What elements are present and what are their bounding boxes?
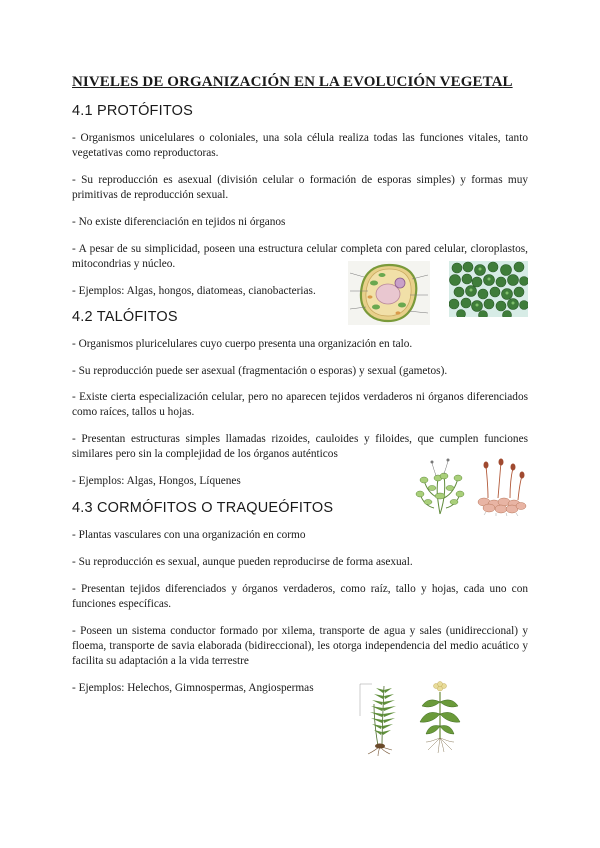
- paragraph: - Presentan estructuras simples llamadas rizoides, cauloides y filoides, que cumplen funciones similares pero sin la complejidad de los órganos auténticos: [72, 433, 528, 460]
- moss-illustration: [474, 458, 528, 516]
- paragraph: - Existe cierta especialización celular, pero no aparecen tejidos verdaderos ni órganos diferenciados como raíces, tallos u hojas.: [72, 391, 528, 418]
- section-heading-talofitos: 4.2 TALÓFITOS: [72, 309, 178, 325]
- paragraph: - Ejemplos: Algas, hongos, diatomeas, cianobacterias.: [72, 285, 316, 297]
- paragraph: - Su reproducción es asexual (división celular o formación de esporas simples) y formas muy primitivas de reproducción sexual.: [72, 174, 528, 201]
- paragraph: - Plantas vasculares con una organización en cormo: [72, 529, 306, 541]
- paragraph: - Ejemplos: Helechos, Gimnospermas, Angiospermas: [72, 682, 314, 694]
- section-heading-cormofitos: 4.3 CORMÓFITOS O TRAQUEÓFITOS: [72, 500, 334, 516]
- paragraph: - A pesar de su simplicidad, poseen una estructura celular completa con pared celular, cloroplastos, mitocondrias y núcleo.: [72, 243, 528, 270]
- thallophyte-illustration: [414, 458, 466, 516]
- paragraph: - Ejemplos: Algas, Hongos, Líquenes: [72, 475, 241, 487]
- plant-cell-diagram: [348, 261, 430, 325]
- paragraph: - Organismos unicelulares o coloniales, una sola célula realiza todas las funciones vitales, tanto vegetativas como reproductoras.: [72, 132, 528, 159]
- paragraph: - Poseen un sistema conductor formado por xilema, transporte de agua y sales (unidireccional) y floema, transporte de savia elaborada (bidireccional), les otorga independencia del medio acuático y facilita su adaptación a la vida terrestre: [72, 625, 528, 667]
- document-title: NIVELES DE ORGANIZACIÓN EN LA EVOLUCIÓN VEGETAL: [72, 74, 513, 90]
- section-heading-protofitos: 4.1 PROTÓFITOS: [72, 103, 193, 119]
- paragraph: - Organismos pluricelulares cuyo cuerpo presenta una organización en talo.: [72, 338, 413, 350]
- fern-illustration: [358, 680, 404, 756]
- paragraph: - Presentan tejidos diferenciados y órganos verdaderos, como raíz, tallo y hojas, cada uno con funciones específicas.: [72, 583, 528, 610]
- paragraph: - Su reproducción puede ser asexual (fragmentación o esporas) y sexual (gametos).: [72, 365, 448, 377]
- flowering-plant-illustration: [418, 680, 462, 754]
- paragraph: - No existe diferenciación en tejidos ni órganos: [72, 216, 286, 228]
- green-algae-colony-photo: [449, 261, 528, 317]
- paragraph: - Su reproducción es sexual, aunque pueden reproducirse de forma asexual.: [72, 556, 413, 568]
